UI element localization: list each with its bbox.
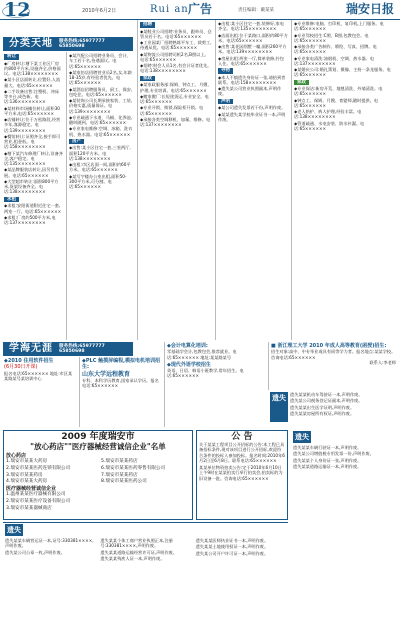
lost-notice-item: 遗失某某车辆行驶证一本,声明作废。 <box>293 445 362 450</box>
classified-ad: ◆某公司遗失发票若干份,声明作废。 <box>218 105 286 111</box>
lost-notice-item: 遗失某某个体工商户营业执照正本,注册号:330381××××,声明作废。 <box>100 538 173 549</box>
device-list <box>6 492 190 511</box>
lost-right-tag: 遗失 <box>295 433 309 441</box>
classified-ad: ◆塘下某汽车修理厂转让,设备齐全,客户稳定。电话:135×××××××× <box>4 150 63 167</box>
classified-ad: ◆某鞋业公司招聘:业务员、跟单员、仓管员若干名。电话:65×××××× <box>140 28 212 39</box>
lost-notice-item: 遗失某公司开户许可证一本,声明作废。 <box>195 550 269 556</box>
classified-ad: ◆本人不慎遗失身份证一张,请拾到者联系。电话:158×××××××× <box>218 74 286 85</box>
pharmacy-item: 3.瑞安市某某药房 <box>6 472 43 478</box>
editor-credit: 责任编辑：戴某某 <box>238 8 274 13</box>
category-label: 房产 <box>69 139 84 145</box>
lost-notice-item: 遗失某某个人身份证一张,声明作废。 <box>293 457 362 463</box>
pharmacy-item: 7.瑞安市某某药店 <box>101 472 138 478</box>
lost-notice-right <box>291 430 398 638</box>
classified-ad: ◆专业驾校招生:C照、B照,包教包会。电话:65×××××× <box>294 32 369 43</box>
training-ad-4-title: ■ 浙江理工大学 2010 年成人高等教育(函授)招生: <box>271 343 387 349</box>
classified-phone-1: 65977777 <box>79 39 105 44</box>
pharmacy-notice <box>3 430 193 520</box>
training-ad-4 <box>268 342 398 390</box>
pharmacy-item: 8.瑞安市某某医药公司 <box>101 479 147 485</box>
classified-ad: ◆某家政服务部:保姆、钟点工、月嫂、护理,专业培训。电话:65×××××× <box>140 82 212 93</box>
lost-bottom-tag: 遗失 <box>7 526 21 534</box>
page-header <box>0 0 400 20</box>
training-phone-2: 65850698 <box>59 349 85 354</box>
training-ad-1-text: 报名电话:65×××××× 地址:市区某某路某号某培训中心 <box>4 370 73 381</box>
classified-phone-label: 服务热线: <box>59 39 80 44</box>
lost-notice-item: 遗失某公司税务登记证副本,声明作废。 <box>290 398 363 404</box>
right-notice-tag: 遗失 <box>270 392 288 422</box>
training-phone-1: 65977777 <box>79 344 105 349</box>
training-ad-1-title: ◆2010 住用软件招生 <box>4 358 54 364</box>
pharmacy-notice-title-2: "放心药店""医疗器械经营诚信企业"名单 <box>30 442 166 451</box>
classified-ad: ◆承接各类空调移机、加氟、维修。电话:137×××××××× <box>140 116 211 127</box>
training-ad-2 <box>79 357 163 427</box>
classified-ad: ◆承接各类广告制作、喷绘、写真、招牌。电话:65×××××× <box>294 44 377 55</box>
classified-ad: ◆求租:厂房约500平方米,电话:137×××××××× <box>4 214 56 225</box>
classified-ad: ◆钟点工、保姆、月嫂、育婴师,随时提供。电话:65×××××× <box>294 97 379 108</box>
device-list-heading: 医疗器械经营诚信企业 <box>6 486 57 493</box>
training-title: 学海无涯 <box>9 342 53 354</box>
classified-ad: ◆厂房转让:塘下某工业区厂房约800平方米,设施齐全,价格面议。电话:138×××××××× <box>4 60 61 77</box>
classified-column-3 <box>137 20 214 340</box>
lost-notice-item: 遗失某某土地使用权证一本,声明作废。 <box>195 544 269 550</box>
training-banner <box>3 342 133 356</box>
pharmacy-notice-title-1: 2009 年度瑞安市 <box>61 432 135 442</box>
pharmacy-item: 1.瑞安市某某大药房 <box>6 459 48 465</box>
lost-notice-item: 遗失某某残疾人证一本,声明作废。 <box>100 555 165 561</box>
training-ad-3-title-2: ◆现代外语学校招生 <box>167 361 211 368</box>
section-title: 广告 <box>188 2 213 16</box>
training-ad-3-text-2: 英语、日语、韩语小班教学,常年招生。电话:65×××××× <box>167 368 244 379</box>
classified-ad: ◆某装饰公司长期承接家装、工装,价格实惠,质量保证。电话:139×××××××× <box>69 98 133 114</box>
newspaper-logo: 瑞安日报 <box>345 2 394 16</box>
classified-ad: ◆出租:某小区住宅一套,装修好,家电齐全。电话:135×××××××× <box>218 21 284 32</box>
classified-ad: ◆求租:安阳街道附近住宅一套,两室一厅。电话:65×××××× <box>4 203 62 214</box>
classified-ad: ◆出售:某小区住宅一套,三室两厅,面积120平方米。电话:138×××××××× <box>69 145 131 161</box>
classified-ad: ◆某汽配公司招聘业务员、会计、车工若干名,待遇面议。电话:65×××××× <box>69 53 131 69</box>
category-label: 声明 <box>218 99 233 105</box>
pharmacy-item: 2.瑞安市某某医药连锁有限公司 <box>6 465 71 471</box>
classified-column-2 <box>66 52 136 340</box>
classified-ad: ◆大型超市转让:面积800平方米,货架设备齐全。电话:138×××××××× <box>4 178 59 195</box>
training-ad-1 <box>2 357 78 427</box>
classified-ad: ◆某酒店招聘服务员、厨工、保安,包吃住。电话:65×××××× <box>69 86 133 97</box>
classified-ad: ◆专业疏通下水道、马桶、化粪池,随叫随到。电话:65×××××× <box>69 114 133 125</box>
classified-ad: ◆某某遗失某学校毕业证书一本,声明作废。 <box>218 111 286 122</box>
training-ad-1-subtitle: (6月30日开课) <box>4 364 38 371</box>
classified-ad: ◆遗失某公司营业执照副本,声明作废。 <box>218 86 282 97</box>
pharmacy-item: 5.瑞安市某某药店 <box>101 459 138 465</box>
pharmacy-item: 4.瑞安市某某大药房 <box>6 479 48 485</box>
lost-notice-item: 遗失某某房屋所有权证,声明作废。 <box>290 410 355 416</box>
category-label: 转让 <box>4 54 19 60</box>
classified-ad: ◆某家纺店招聘营业员2名,女,年龄18-35岁,有经验者优先。电话:65×××××× <box>69 69 132 86</box>
lost-right-list <box>293 445 396 469</box>
training-ad-3 <box>164 342 267 427</box>
lost-notice-item: 遗失某某道路运输证一本,声明作废。 <box>293 463 362 469</box>
category-label: 家政 <box>140 76 155 82</box>
pharmacy-list <box>6 459 190 486</box>
classified-column-5 <box>291 20 398 340</box>
category-label: 求租 <box>4 197 19 203</box>
classified-title: 分类天地 <box>9 37 53 49</box>
classified-ad: ◆专业开锁、换锁,保险柜开锁。电话:65×××××× <box>140 105 204 116</box>
device-company-item: 2.瑞安市某某医疗设备有限公司 <box>6 499 71 505</box>
pharmacy-list-heading: 放心药店 <box>6 453 27 459</box>
training-ad-2-title: ◆PLC 触摸屏编程,模拟电机培训招生: <box>82 358 161 371</box>
lost-notice-item: 遗失某公司增值税专用发票一份,声明作废。 <box>293 451 374 457</box>
classified-ad: ◆房屋出租:两室一厅,简单装修,拎包入住。电话:65×××××× <box>218 55 284 66</box>
training-ad-4-text: 招生对象:高中、中专毕业或具有同等学力者。报名地点:某某学校。咨询电话:65×××××× <box>271 349 396 360</box>
announcement-title: 公 告 <box>231 432 253 442</box>
classified-ad: ◆管道疏通、水电安装、防水补漏。电话:65×××××× <box>294 120 365 131</box>
training-ad-2-subtitle: 山东大学远程教育 <box>82 370 131 378</box>
classified-ad: ◆店铺转让:位于万松路段,经营多年,客源稳定。电话:139×××××××× <box>4 117 61 133</box>
classified-column-4 <box>215 20 290 340</box>
category-label: 家政 <box>294 80 309 86</box>
training-ad-3-title: ◆会计电算化培训: <box>167 343 208 349</box>
lost-bottom-list <box>5 538 286 561</box>
brand-english: Rui an <box>150 4 189 15</box>
classified-ad: ◆出售:某花园别墅一幢,面积260平方米。电话:139×××××××× <box>218 44 287 55</box>
category-label: 寻物 <box>218 68 233 74</box>
training-ad-2-text: 专科、本科学历教育,国家承认学历。报名电话:65×××××× <box>82 378 159 389</box>
classified-ad: ◆某物流公司招聘司机2名,B照以上。电话:65×××××× <box>140 51 209 62</box>
category-label: 招聘 <box>140 22 155 28</box>
lost-notice-item: 遗失某某医师执业证书一本,声明作废。 <box>195 538 269 543</box>
classified-ad: ◆招聘:财会人员1名,有会计证者优先。电话:138×××××××× <box>140 63 212 74</box>
device-company-item: 3.瑞安市某某器械商店 <box>6 505 52 511</box>
classified-ad: ◆专业家电维修:空调、冰箱、洗衣机、热水器。电话:65×××××× <box>69 126 133 137</box>
training-phone-label: 服务热线: <box>59 344 80 349</box>
classified-ad: ◆工业园某厂招聘熟练平车工、裁剪工,待遇从优。电话:65×××××× <box>140 40 212 51</box>
right-notice-list <box>290 392 396 426</box>
classified-ad: ◆专业维修:电脑、打印机、复印机,上门服务。电话:65×××××× <box>294 21 384 32</box>
right-notice-block <box>268 391 398 427</box>
classified-column-1 <box>2 52 65 340</box>
classified-ad: ◆某小区店面转让,位置好,人流量大。电话:65×××××× <box>4 77 61 88</box>
classified-banner <box>3 37 133 51</box>
classified-ad: ◆某婚庆公司:婚礼策划、摄像、主持一条龙服务。电话:65×××××× <box>294 67 391 78</box>
device-company-item: 1.温州某某医疗器械有限公司 <box>6 492 66 498</box>
announcement-text: 关于某某工程项目公开招标的公告:本工程已具备招标条件,现对该项目进行公开招标,欢迎符合条件的投标人参加投标。报名时间:2010年6月2日至6月8日。联系电话:65×××××× <box>199 442 285 463</box>
lost-notice-bottom <box>3 522 288 638</box>
classified-ad: ◆专业保洁:新房开荒、地毯清洗、外墙清洗。电话:65×××××× <box>294 86 383 97</box>
lost-notice-item: 遗失某公司公章一枚,声明作废。 <box>5 549 65 555</box>
lost-notice-item: 遗失某某车辆营运证一本,证号:330381××××,声明作废。 <box>5 538 94 549</box>
classified-ad: ◆二手设备出售:注塑机、冲床等多台,成色新。电话:136×××××××× <box>4 88 59 105</box>
classified-ad: ◆出租:市区店面一间,面积约60平方米。电话:65×××××× <box>69 162 131 173</box>
classified-ad: ◆老人陪护、病人护理,经验丰富。电话:138×××××××× <box>294 109 362 120</box>
classified-ad: ◆店面出租:位于某路口,面积约80平方米。电话:65×××××× <box>218 32 288 43</box>
lost-notice-item: 遗失某某道路运输经营许可证,声明作废。 <box>100 549 178 555</box>
issue-date: 2010年6月2日 <box>82 8 117 14</box>
pharmacy-item: 6.瑞安市某某医药零售有限公司 <box>101 465 166 471</box>
classified-ad: ◆餐馆转让:证照齐全,接手即可营业,租金低。电话:158×××××××× <box>4 133 61 150</box>
classified-ad: ◆专业家电清洗:油烟机、空调、热水器。电话:137×××××××× <box>294 55 375 66</box>
classified-ad: ◆搬家搬厂:长短途货运,专业安全。电话:65×××××× <box>140 93 209 104</box>
announcement-text-2: 某某单位物资拍卖公告:定于2010年6月10日上午9时在某某拍卖行举行拍卖会,拍卖标的为旧设备一批。咨询电话:65×××××× <box>199 465 283 481</box>
lost-notice-item: 遗失某某出生医学证明,声明作废。 <box>290 404 355 410</box>
classified-ad: ◆某品牌服装店转让,因另有发展。电话:65×××××× <box>4 167 59 178</box>
announcement <box>196 430 288 520</box>
classified-phone-2: 65850698 <box>59 44 85 49</box>
training-ad-3-text: 零基础学会计,包教包会,推荐就业。电话:65×××××× 地址:某某路某号 <box>167 349 237 360</box>
training-ad-4-contact: 联系人:李老师 <box>369 359 396 365</box>
lost-notice-item: 遗失某某机动车驾驶证一本,声明作废。 <box>290 392 363 397</box>
page-number: 12 <box>4 0 31 20</box>
classified-ad: ◆某材料市场摊位转让,面积30平方米,电话:65×××××× <box>4 105 60 116</box>
classified-ad: ◆某写字楼办公室出租,面积50-300平方米,可分割。电话:65×××××× <box>69 173 127 190</box>
